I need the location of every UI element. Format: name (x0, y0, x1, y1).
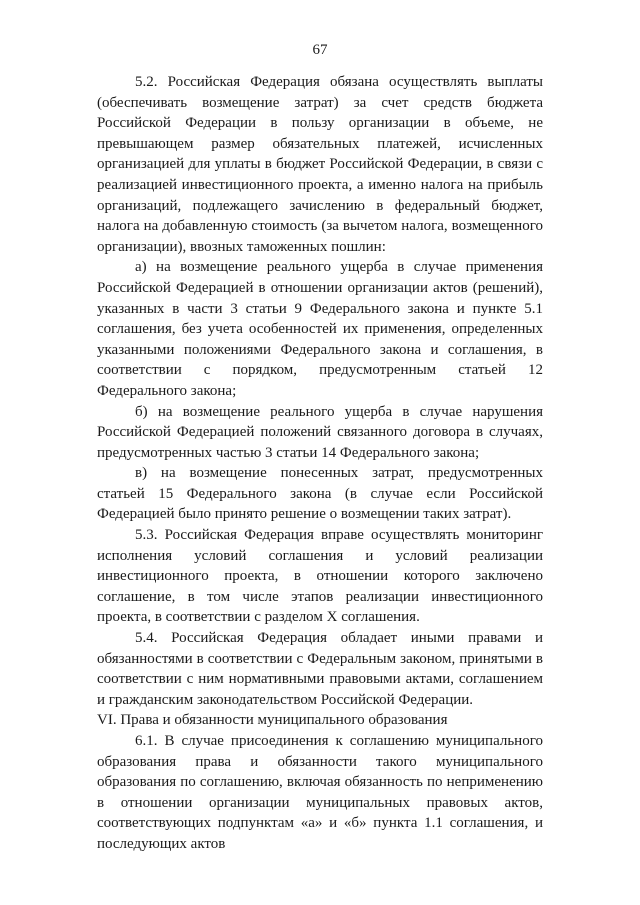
paragraph-5-2-a: а) на возмещение реального ущерба в случае применения Российской Федерацией в отношении организации актов (решений), указанных в части 3 статьи 9 Федерального закона и пункте 5.1 соглашения, без учета особенностей их применения, определенных указанными положениями Федерального закона и соглашения, в соответствии с порядком, предусмотренным статьей 12 Федерального закона; (97, 259, 543, 399)
page-number: 67 (312, 42, 328, 58)
paragraph-5-4: 5.4. Российская Федерация обладает иными правами и обязанностями в соответствии с Федеральным законом, принятыми в соответствии с ним нормативными правовыми актами, соглашением и гражданским законодательством Российской Федерации. (97, 630, 543, 708)
document-body (97, 72, 543, 855)
paragraph-5-3: 5.3. Российская Федерация вправе осуществлять мониторинг исполнения условий соглашения и условий реализации инвестиционного проекта, в отношении которого заключено соглашение, в том числе этапов реализации инвестиционного проекта, в соответствии с разделом X соглашения. (97, 527, 543, 626)
paragraph-5-2: 5.2. Российская Федерация обязана осуществлять выплаты (обеспечивать возмещение затрат) за счет средств бюджета Российской Федерации в пользу организации в объеме, не превышающем размер обязательных платежей, исчисленных организацией для уплаты в бюджет Российской Федерации, в связи с реализацией инвестиционного проекта, а именно налога на прибыль организаций, подлежащего зачислению в федеральный бюджет, налога на добавленную стоимость (за вычетом налога, возмещенного организации), ввозных таможенных пошлин: (97, 74, 543, 255)
paragraph-6-1: 6.1. В случае присоединения к соглашению муниципального образования права и обязанности такого муниципального образования по соглашению, включая обязанность по неприменению в отношении организации муниципальных правовых актов, соответствующих подпунктам «а» и «б» пункта 1.1 соглашения, и последующих актов (97, 733, 543, 852)
paragraph-5-2-v: в) на возмещение понесенных затрат, предусмотренных статьей 15 Федерального закона (в случае если Российской Федерацией было принято решение о возмещении таких затрат). (97, 465, 543, 523)
paragraph-5-2-b: б) на возмещение реального ущерба в случае нарушения Российской Федерацией положений связанного договора в случаях, предусмотренных частью 3 статьи 14 Федерального закона; (97, 403, 543, 461)
section-heading: VI. Права и обязанности муниципального образования (97, 712, 448, 729)
